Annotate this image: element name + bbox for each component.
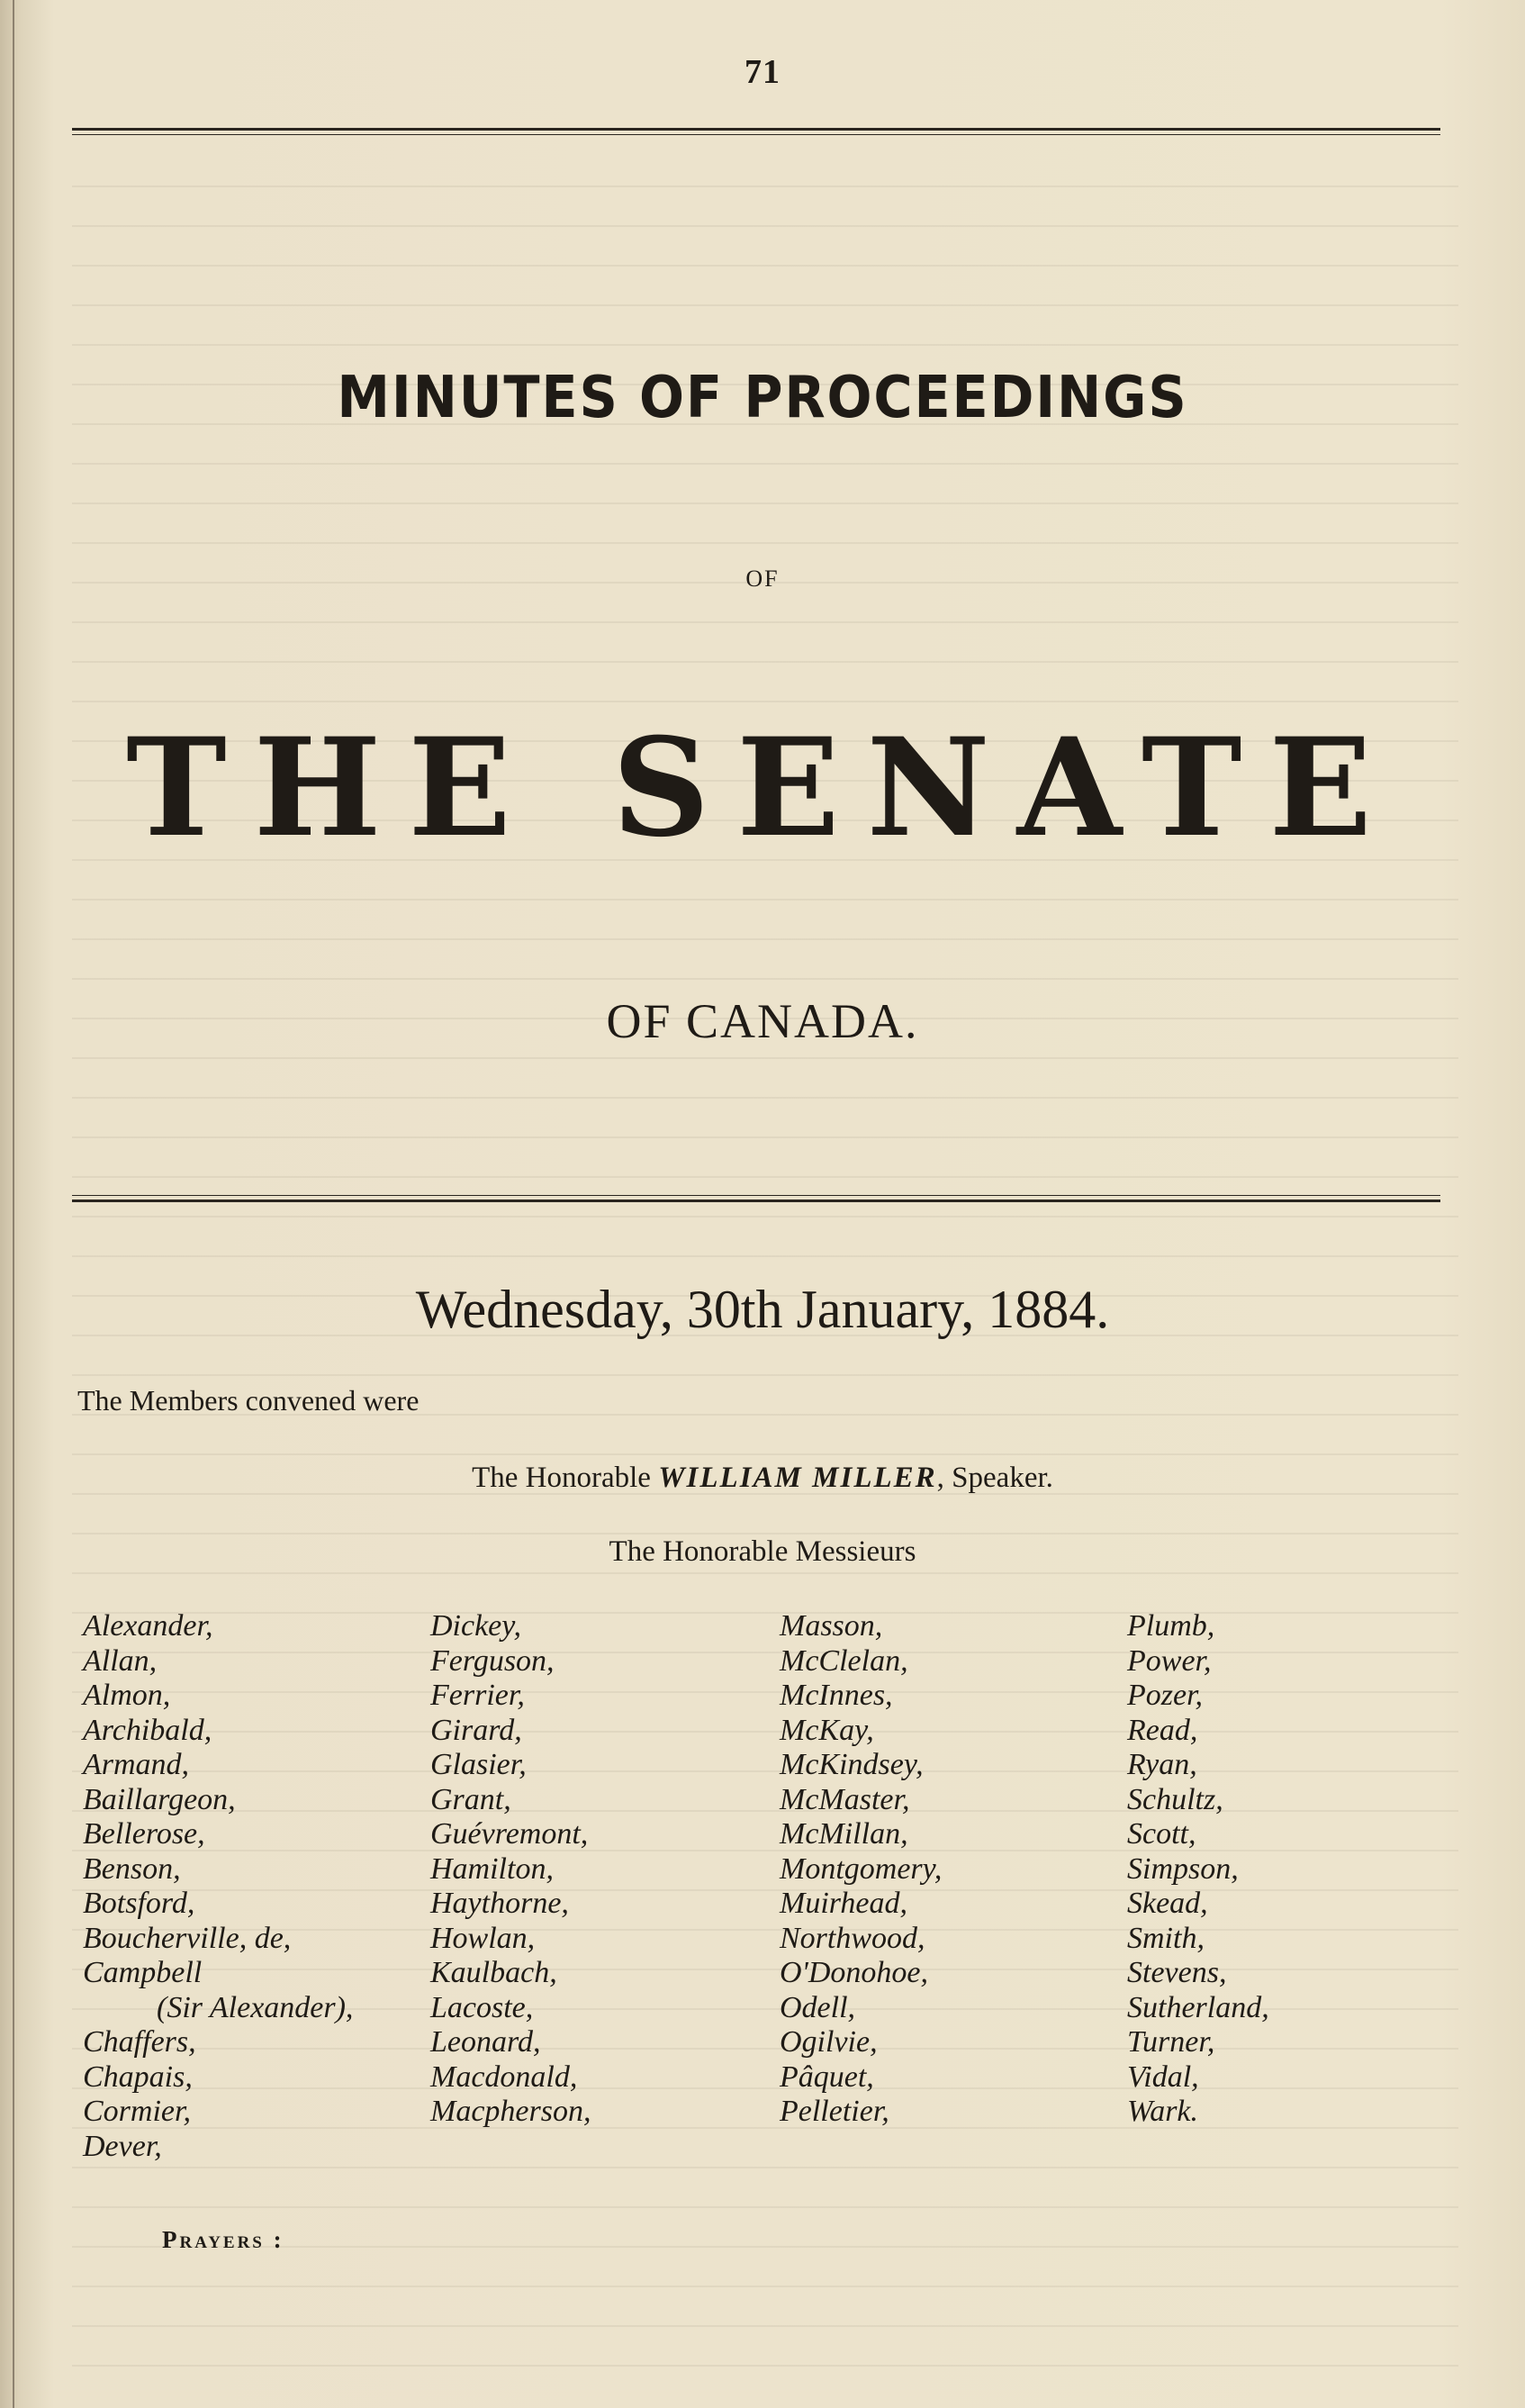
member-name: McClelan, — [780, 1643, 908, 1678]
member-name: Bellerose, — [83, 1817, 205, 1851]
member-name: Pâquet, — [780, 2059, 874, 2094]
member-name: Read, — [1127, 1713, 1198, 1747]
member-name: Cormier, — [83, 2095, 191, 2128]
members-column-2 — [430, 1609, 591, 2130]
member-name: Leonard, — [430, 2025, 541, 2059]
member-name: Lacoste, — [430, 1990, 534, 2024]
member-name: O'Donohoe, — [780, 1956, 928, 1989]
member-name: Grant, — [430, 1782, 511, 1816]
member-name: Simpson, — [1127, 1851, 1239, 1886]
page-number: 71 — [744, 53, 781, 91]
members-column-3 — [780, 1609, 942, 2130]
member-name: Armand, — [83, 1748, 190, 1781]
honorable-messieurs-heading: The Honorable Messieurs — [609, 1535, 916, 1568]
title-minutes-of-proceedings: MINUTES OF PROCEEDINGS — [337, 365, 1188, 431]
member-name: Ferguson, — [430, 1643, 555, 1678]
member-name: Campbell — [83, 1956, 203, 1989]
member-name: Almon, — [83, 1679, 171, 1712]
member-name: Ogilvie, — [780, 2025, 878, 2059]
member-name: Power, — [1127, 1643, 1212, 1678]
member-name: McKay, — [780, 1713, 874, 1747]
member-name: Hamilton, — [430, 1851, 554, 1886]
member-name: Dickey, — [430, 1609, 521, 1643]
binding-gutter — [13, 0, 14, 2408]
member-name: McInnes, — [780, 1679, 893, 1712]
member-name: Odell, — [780, 1990, 856, 2024]
member-name: Masson, — [780, 1609, 883, 1643]
member-name: Kaulbach, — [430, 1956, 557, 1989]
member-name: Alexander, — [83, 1609, 213, 1643]
member-name: Ryan, — [1127, 1748, 1197, 1781]
member-name: Schultz, — [1127, 1782, 1223, 1816]
member-name: McMaster, — [780, 1782, 910, 1816]
member-name: Allan, — [83, 1643, 158, 1678]
member-name: Macdonald, — [430, 2059, 578, 2094]
member-name: Archibald, — [83, 1713, 212, 1747]
speaker-prefix: The Honorable — [472, 1462, 651, 1494]
member-name: Plumb, — [1127, 1609, 1215, 1643]
title-the-senate: THE SENATE — [126, 709, 1399, 867]
member-name: Sutherland, — [1127, 1990, 1269, 2024]
member-name: Skead, — [1127, 1887, 1208, 1920]
member-name: Pozer, — [1127, 1679, 1204, 1712]
sitting-date: Wednesday, 30th January, 1884. — [415, 1280, 1110, 1339]
member-name: McKindsey, — [780, 1748, 924, 1781]
member-name: Scott, — [1127, 1817, 1196, 1851]
top-rule — [72, 128, 1440, 135]
member-name: Northwood, — [780, 1921, 925, 1955]
member-name: Vidal, — [1127, 2059, 1199, 2094]
member-name: McMillan, — [780, 1817, 908, 1851]
member-name: Wark. — [1127, 2095, 1199, 2128]
title-of: OF — [745, 566, 780, 592]
member-name: Ferrier, — [430, 1679, 525, 1712]
members-convened-line: The Members convened were — [77, 1384, 420, 1417]
members-column-4 — [1127, 1609, 1269, 2130]
member-name: Benson, — [83, 1851, 181, 1886]
member-name: Guévremont, — [430, 1817, 589, 1851]
speaker-name: WILLIAM MILLER — [658, 1462, 937, 1494]
member-name: Macpherson, — [430, 2095, 591, 2128]
speaker-suffix: , Speaker. — [936, 1462, 1053, 1494]
member-name: Howlan, — [430, 1921, 536, 1955]
member-name: Baillargeon, — [83, 1782, 236, 1816]
member-name: Chaffers, — [83, 2025, 196, 2059]
member-name: Dever, — [83, 2129, 162, 2163]
member-name: Haythorne, — [430, 1887, 569, 1920]
member-name: (Sir Alexander), — [157, 1990, 354, 2024]
member-name: Smith, — [1127, 1921, 1205, 1955]
member-name: Boucherville, de, — [83, 1921, 292, 1955]
member-name: Chapais, — [83, 2059, 193, 2094]
prayers-heading: Prayers : — [162, 2226, 284, 2253]
title-of-canada: OF CANADA. — [606, 994, 919, 1048]
member-name: Pelletier, — [780, 2095, 889, 2128]
member-name: Girard, — [430, 1713, 522, 1747]
member-name: Montgomery, — [780, 1851, 943, 1886]
middle-rule — [72, 1195, 1440, 1202]
member-name: Muirhead, — [780, 1887, 907, 1920]
member-name: Glasier, — [430, 1748, 527, 1781]
member-name: Stevens, — [1127, 1956, 1227, 1989]
member-name: Botsford, — [83, 1887, 195, 1920]
member-name: Turner, — [1127, 2025, 1215, 2059]
members-column-1 — [83, 1609, 353, 2164]
speaker-line — [0, 1462, 1525, 1495]
